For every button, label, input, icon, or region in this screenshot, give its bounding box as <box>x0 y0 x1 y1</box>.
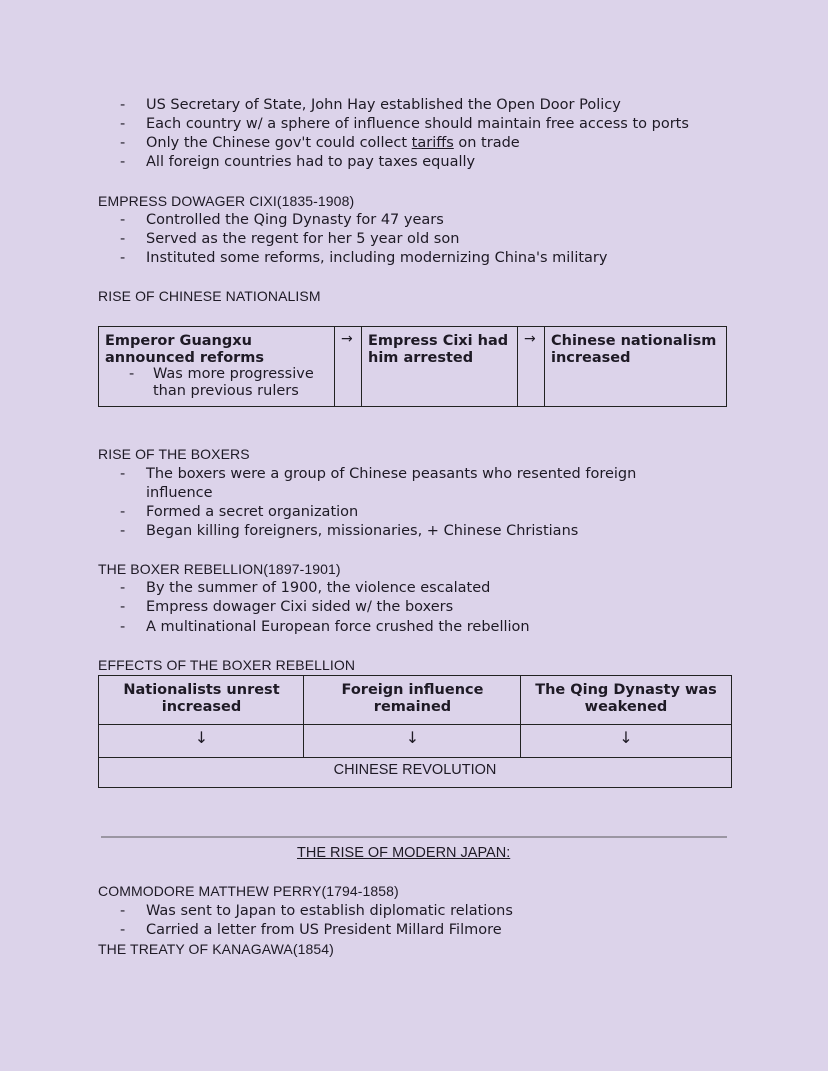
flow-sub-text: than previous rulers <box>153 382 299 399</box>
bullet-dash: - <box>120 599 126 615</box>
flow-step-text: increased <box>551 349 631 366</box>
list-item-text: Controlled the Qing Dynasty for 47 years <box>146 212 444 228</box>
list-item-text: All foreign countries had to pay taxes equally <box>146 154 476 170</box>
bullet-dash: - <box>120 135 126 151</box>
effect-result: CHINESE REVOLUTION <box>333 762 497 778</box>
list-item-text: Served as the regent for her 5 year old son <box>146 231 460 247</box>
section-heading-treaty: THE TREATY OF KANAGAWA(1854) <box>98 941 334 957</box>
effect-text: remained <box>373 698 452 715</box>
list-item-text: Empress dowager Cixi sided w/ the boxers <box>146 599 454 615</box>
flow-step-text: him arrested <box>368 349 474 366</box>
effect-text: The Qing Dynasty was <box>535 682 717 698</box>
effect-cell-nationalists <box>99 682 304 715</box>
bullet-dash: - <box>120 580 126 596</box>
bullet-dash: - <box>120 154 126 170</box>
effect-cell-foreign <box>304 682 521 715</box>
effect-text: weakened <box>584 698 668 715</box>
down-arrow-icon: ↓ <box>405 728 420 747</box>
bullet-dash: - <box>120 212 126 228</box>
effect-text: Foreign influence <box>341 682 484 698</box>
effect-text: increased <box>161 698 242 715</box>
effect-text: Nationalists unrest <box>123 682 280 698</box>
right-arrow-icon: → <box>341 331 353 347</box>
bullet-dash: - <box>129 366 135 382</box>
down-arrow-icon: ↓ <box>619 728 633 747</box>
flow-sub-text: Was more progressive <box>153 366 314 382</box>
list-item-text: The boxers were a group of Chinese peasants who resented foreign <box>146 466 637 482</box>
flow-divider <box>334 327 335 406</box>
table-rule <box>99 757 731 758</box>
list-item-text: By the summer of 1900, the violence escalated <box>146 580 491 596</box>
table-rule <box>99 724 731 725</box>
list-item-text: Carried a letter from US President Millard Filmore <box>146 922 502 938</box>
bullet-dash: - <box>120 116 126 132</box>
bullet-dash: - <box>120 922 126 938</box>
section-heading-boxers: RISE OF THE BOXERS <box>98 446 250 462</box>
flow-step-text: announced reforms <box>105 349 265 366</box>
nationalism-flow-table <box>98 326 727 407</box>
bullet-dash: - <box>120 903 126 919</box>
list-item-text: Each country w/ a sphere of influence should maintain free access to ports <box>146 116 689 132</box>
list-item-text-end: on trade <box>453 135 520 151</box>
section-heading-perry: COMMODORE MATTHEW PERRY(1794-1858) <box>98 883 399 899</box>
bullet-dash: - <box>120 97 126 113</box>
section-divider <box>101 836 727 838</box>
bullet-dash: - <box>120 504 126 520</box>
list-item-text: A multinational European force crushed the rebellion <box>146 619 530 635</box>
effects-table <box>98 675 732 788</box>
flow-step-text: Emperor Guangxu <box>105 333 252 349</box>
bullet-dash: - <box>120 250 126 266</box>
flow-step-text: Empress Cixi had <box>368 333 509 349</box>
bullet-dash: - <box>120 466 126 482</box>
flow-step-arrest <box>362 327 518 406</box>
bullet-dash: - <box>120 619 126 635</box>
page-title-japan: THE RISE OF MODERN JAPAN: <box>297 845 511 861</box>
bullet-dash: - <box>120 523 126 539</box>
section-heading-rebellion: THE BOXER REBELLION(1897-1901) <box>98 561 341 577</box>
list-item-text-start: Only the Chinese gov't could collect <box>146 135 412 151</box>
flow-step-nationalism <box>545 327 725 406</box>
list-item-text: Was sent to Japan to establish diplomatic relations <box>146 903 513 919</box>
section-heading-nationalism: RISE OF CHINESE NATIONALISM <box>98 288 321 304</box>
flow-sub-bullet <box>105 366 329 399</box>
effect-cell-qing <box>521 682 731 715</box>
list-item-text: Instituted some reforms, including modernizing China's military <box>146 250 608 266</box>
list-item-text <box>146 134 520 152</box>
right-arrow-icon: → <box>524 331 536 347</box>
tariffs-link-text: tariffs <box>411 135 454 151</box>
section-heading-cixi: EMPRESS DOWAGER CIXI(1835-1908) <box>98 193 355 209</box>
flow-step-guangxu <box>99 327 335 406</box>
flow-step-text: Chinese nationalism <box>551 333 717 349</box>
list-item-text: influence <box>146 485 213 501</box>
list-item-text: US Secretary of State, John Hay established the Open Door Policy <box>146 97 621 113</box>
list-item-text: Formed a secret organization <box>146 504 359 520</box>
bullet-dash: - <box>120 231 126 247</box>
list-item-text: Began killing foreigners, missionaries, + Chinese Christians <box>146 523 579 539</box>
flow-divider <box>517 327 518 406</box>
section-heading-effects: EFFECTS OF THE BOXER REBELLION <box>98 657 356 673</box>
down-arrow-icon: ↓ <box>194 728 209 747</box>
